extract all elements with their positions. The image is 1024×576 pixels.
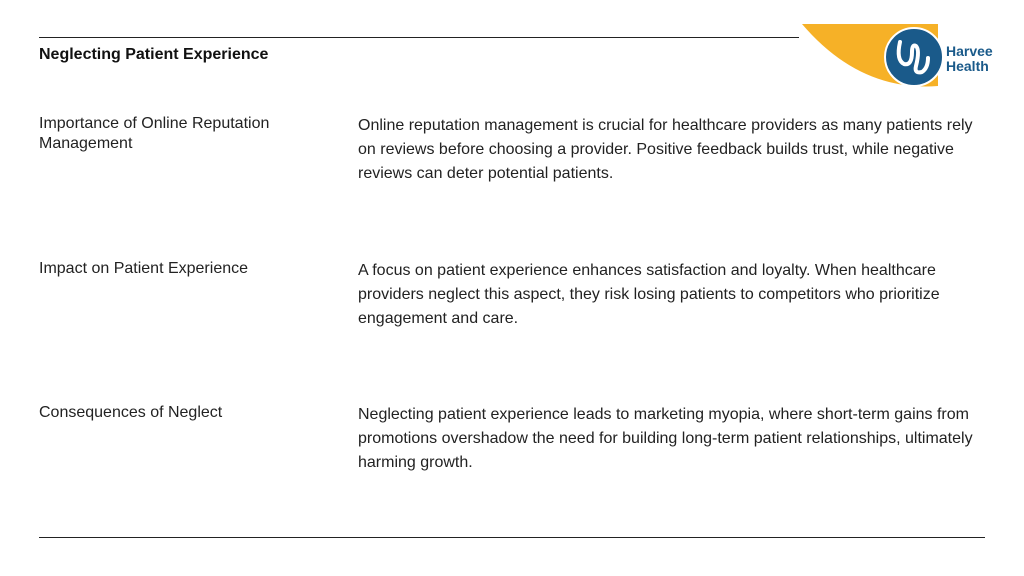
- row-description: Online reputation management is crucial for healthcare providers as many patients rely on reviews before choosing a provider. Positive feedback builds trust, while negative reviews can deter potential patients.: [358, 117, 973, 182]
- row-label: Impact on Patient Experience: [39, 260, 249, 277]
- row-label: Consequences of Neglect: [39, 404, 223, 421]
- brand-wordmark: [946, 44, 993, 74]
- row-description: A focus on patient experience enhances satisfaction and loyalty. When healthcare providers neglect this aspect, they risk losing patients to competitors who prioritize engagement and care.: [358, 262, 940, 327]
- slide-title: Neglecting Patient Experience: [39, 46, 269, 63]
- row-label: Importance of Online Reputation Management: [39, 115, 270, 152]
- brand-name-line2: Health: [946, 58, 989, 74]
- brand-name-line1: Harvee: [946, 43, 993, 59]
- row-description: Neglecting patient experience leads to marketing myopia, where short-term gains from promotions overshadow the need for building long-term patient relationships, ultimately harming growth.: [358, 406, 973, 471]
- top-divider: [39, 37, 799, 38]
- bottom-divider: [39, 537, 985, 538]
